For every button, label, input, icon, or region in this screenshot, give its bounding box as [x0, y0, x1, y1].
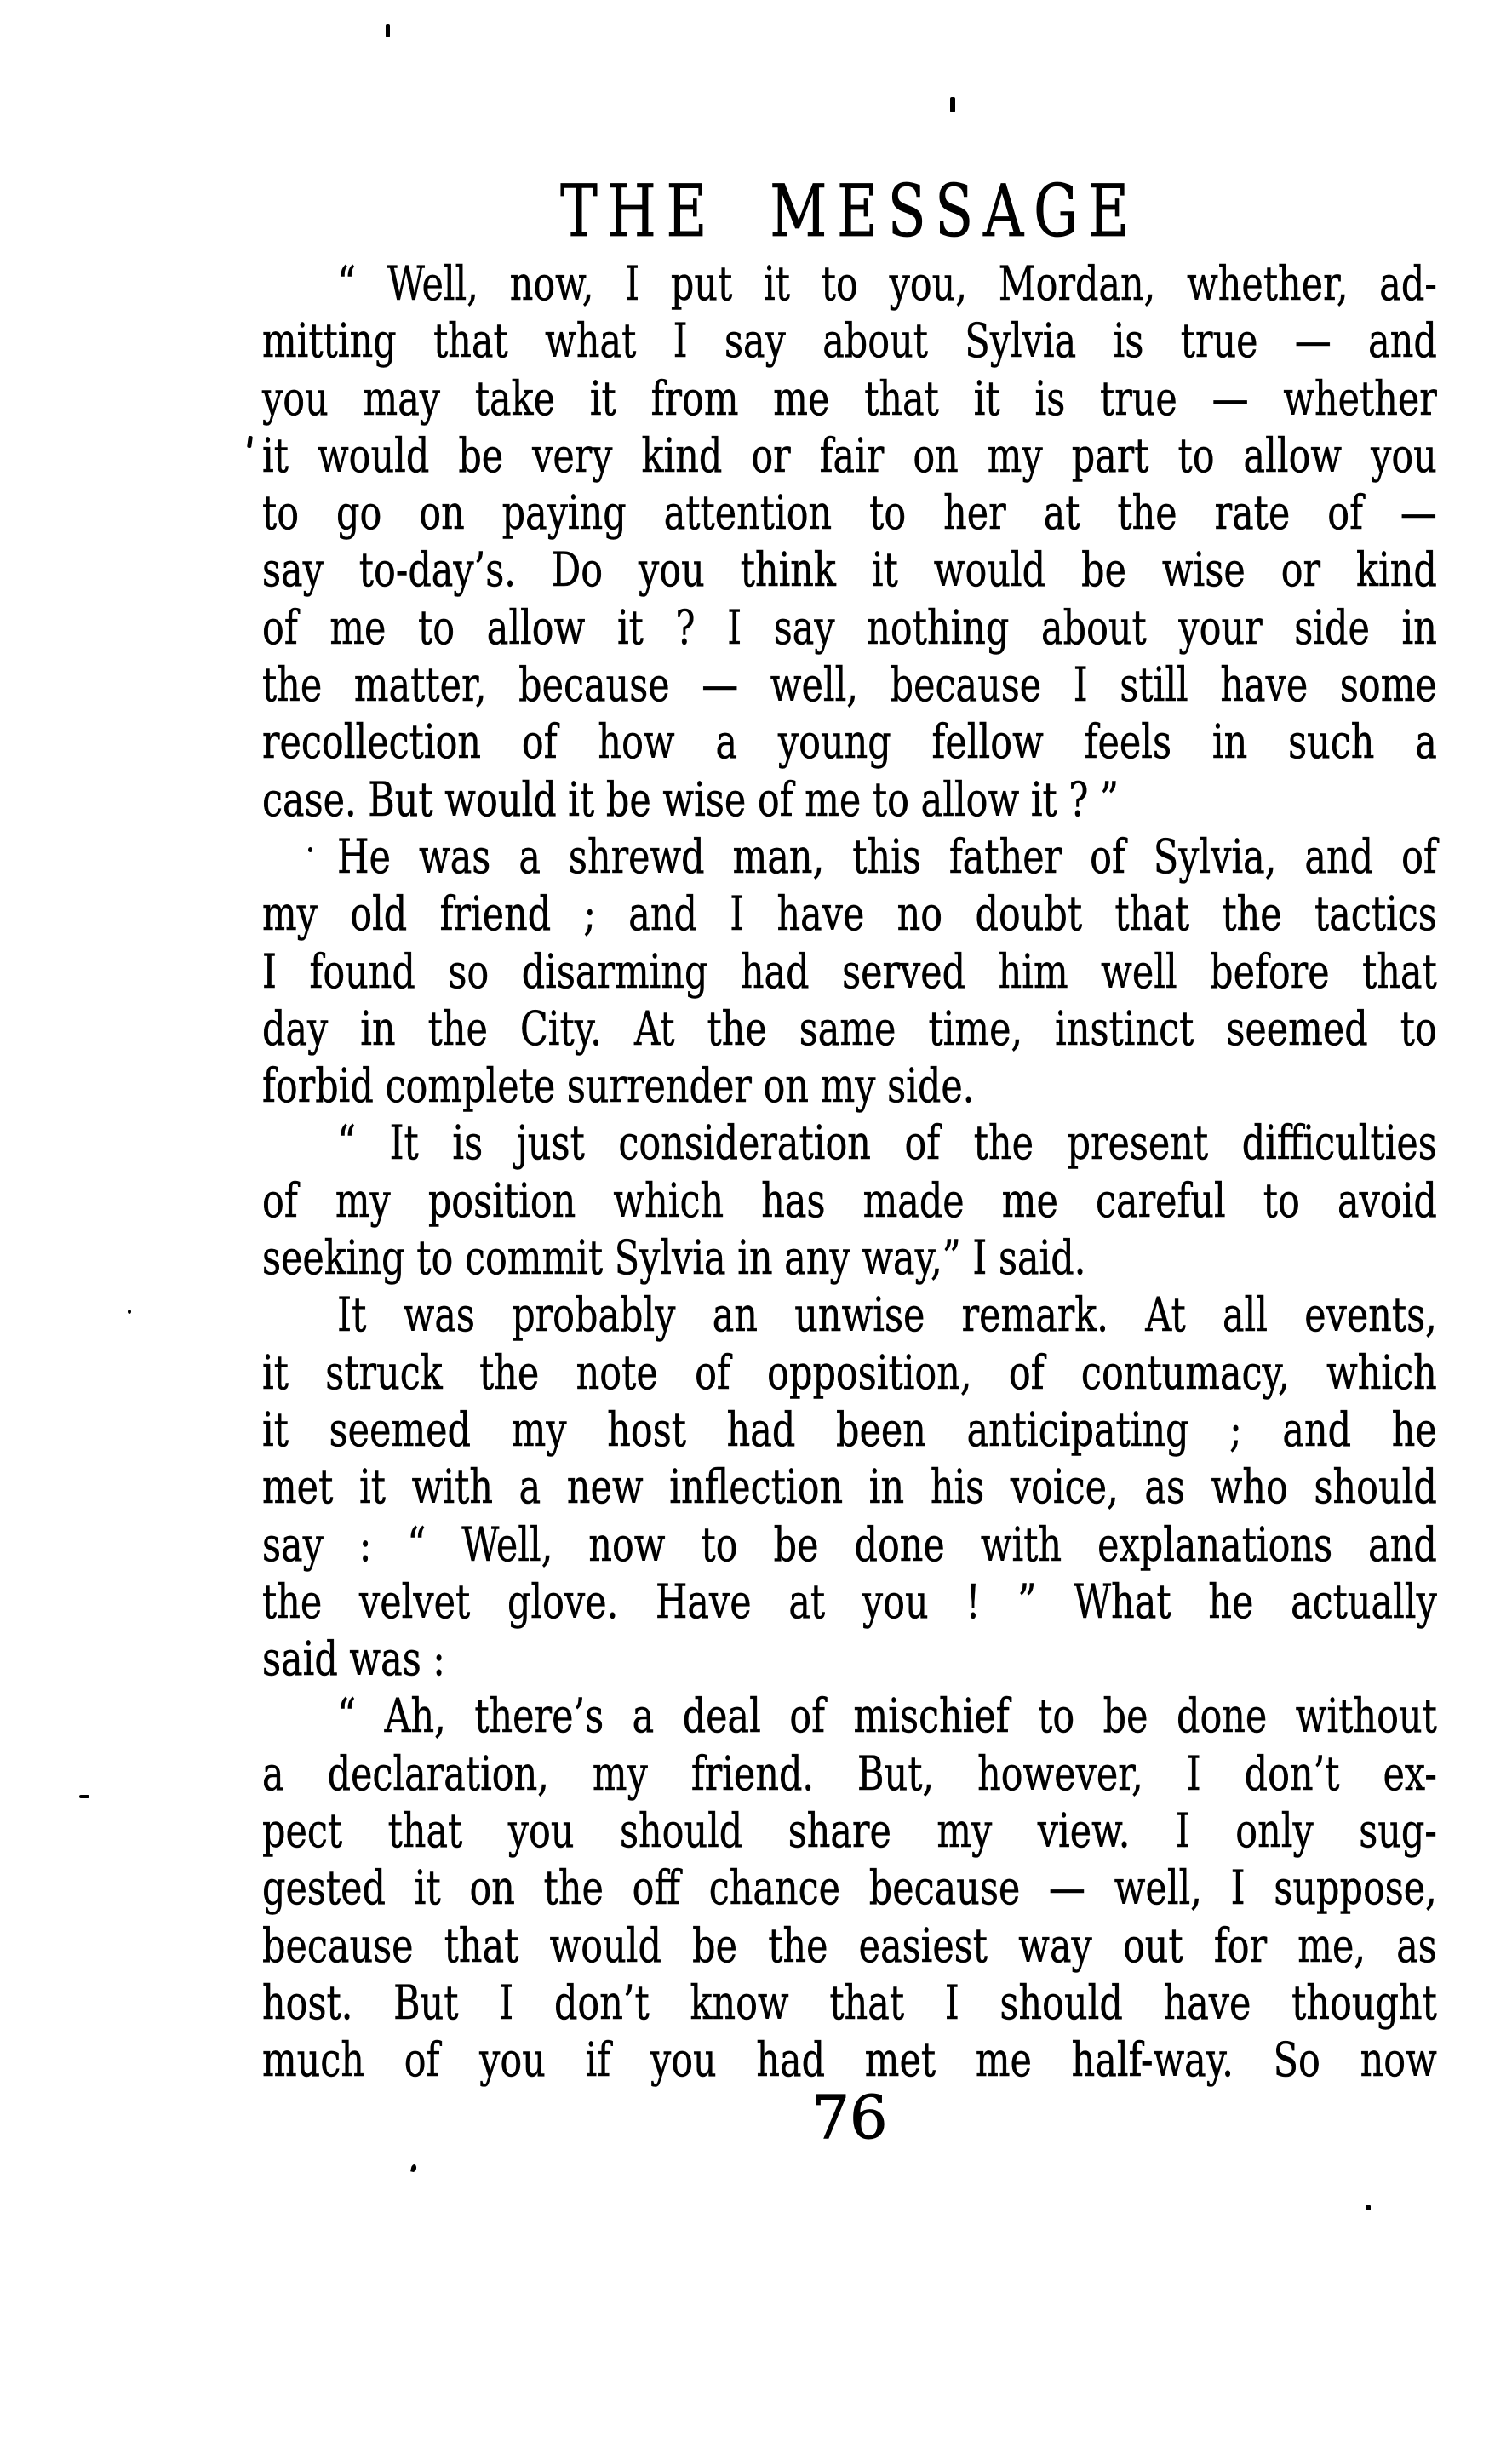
scan-speck	[247, 436, 253, 449]
page-number: 76	[811, 2083, 888, 2152]
text-line: He was a shrewd man, this father of Sylvia, and of	[337, 828, 1437, 884]
text-line: the velvet glove. Have at you ! ” What he actually	[262, 1573, 1437, 1629]
scan-speck	[128, 1310, 131, 1314]
text-line: of me to allow it ? I say nothing about your side in	[262, 599, 1437, 655]
text-line: “ It is just consideration of the present difficulties	[337, 1115, 1437, 1171]
scan-speck	[79, 1795, 89, 1798]
body-text	[262, 255, 1437, 2089]
text-line: because that would be the easiest way out for me, as	[262, 1917, 1437, 1973]
text-line: said was :	[262, 1631, 445, 1687]
text-line: “ Ah, there’s a deal of mischief to be done without	[337, 1688, 1437, 1744]
text-line: I found so disarming had served him well before that	[262, 943, 1437, 999]
text-line: of my position which has made me careful to avoid	[262, 1172, 1437, 1228]
text-line: It was probably an unwise remark. At all events,	[337, 1287, 1437, 1343]
text-line: “ Well, now, I put it to you, Mordan, whether, ad-	[337, 256, 1437, 311]
scan-speck	[386, 24, 390, 37]
text-line: it seemed my host had been anticipating ; and he	[262, 1401, 1437, 1457]
scan-speck	[308, 847, 312, 852]
text-line: it would be very kind or fair on my part to allow you	[262, 427, 1437, 483]
text-line: say to-day’s. Do you think it would be wise or kind	[262, 542, 1437, 598]
text-line: to go on paying attention to her at the rate of —	[262, 485, 1437, 541]
text-line: the matter, because — well, because I still have some	[262, 657, 1437, 713]
text-line: say : “ Well, now to be done with explanations and	[262, 1516, 1437, 1572]
scan-speck	[1366, 2205, 1371, 2210]
text-line: met it with a new inflection in his voice, as who should	[262, 1459, 1437, 1515]
scan-speck	[950, 97, 955, 112]
text-line: day in the City. At the same time, instinct seemed to	[262, 1000, 1437, 1056]
text-line: it struck the note of opposition, of contumacy, which	[262, 1344, 1437, 1400]
text-line: case. But would it be wise of me to allow it ? ”	[262, 771, 1119, 827]
text-line: forbid complete surrender on my side.	[262, 1058, 975, 1114]
text-line: much of you if you had met me half-way. So now	[262, 2032, 1437, 2088]
text-line: pect that you should share my view. I only sug-	[262, 1803, 1437, 1859]
text-line: host. But I don’t know that I should have thought	[262, 1975, 1437, 2030]
text-line: you may take it from me that it is true — whether	[262, 370, 1437, 426]
text-line: mitting that what I say about Sylvia is true — and	[262, 313, 1437, 369]
text-line: recollection of how a young fellow feels in such a	[262, 714, 1437, 770]
page-title: THE MESSAGE	[560, 169, 1139, 253]
text-line: seeking to commit Sylvia in any way,” I said.	[262, 1230, 1086, 1286]
text-line: gested it on the off chance because — well, I suppose,	[262, 1860, 1437, 1916]
text-line: a declaration, my friend. But, however, I don’t ex-	[262, 1745, 1437, 1801]
text-line: my old friend ; and I have no doubt that the tactics	[262, 886, 1437, 942]
scan-speck	[410, 2164, 417, 2172]
